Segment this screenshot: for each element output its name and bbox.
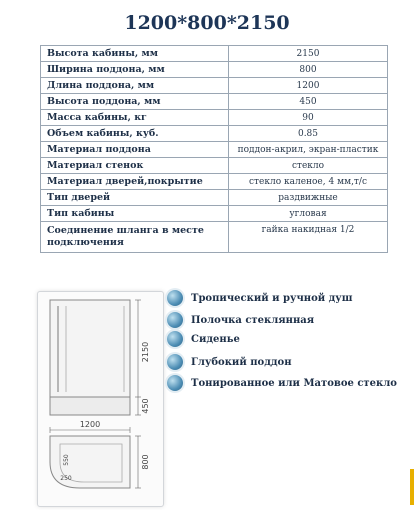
table-row: [41, 78, 388, 94]
bullet-icon: [167, 331, 183, 347]
table-row: [41, 62, 388, 78]
feature-item: [167, 375, 397, 391]
dimension-550-label: 550: [63, 454, 70, 466]
spec-label: Материал поддона: [41, 142, 229, 158]
feature-item: [167, 312, 314, 328]
spec-value: 1200: [229, 78, 388, 94]
page-title: 1200*800*2150: [124, 12, 290, 34]
cabin-drawing: [37, 291, 164, 507]
bullet-icon: [167, 354, 183, 370]
table-row: [41, 190, 388, 206]
table-row: [41, 222, 388, 253]
specs-table: [40, 45, 388, 253]
spec-label: Материал дверей,покрытие: [41, 174, 229, 190]
dimension-250-label: 250: [60, 475, 72, 482]
spec-value: 90: [229, 110, 388, 126]
height-label: 2150: [141, 341, 150, 363]
table-row: [41, 126, 388, 142]
table-row: [41, 94, 388, 110]
bullet-icon: [167, 312, 183, 328]
bullet-icon: [167, 375, 183, 391]
feature-label: Полочка стеклянная: [191, 314, 315, 326]
cabin-schematic: [38, 292, 163, 506]
bullet-icon: [167, 290, 183, 306]
spec-label: Тип кабины: [41, 206, 229, 222]
feature-item: [167, 331, 240, 347]
page-corner-mark: [410, 469, 414, 505]
spec-value: угловая: [229, 206, 388, 222]
table-row: [41, 158, 388, 174]
spec-value: поддон-акрил, экран-пластик: [229, 142, 388, 158]
spec-value: 800: [229, 62, 388, 78]
feature-label: Сиденье: [191, 333, 240, 345]
spec-label: Объем кабины, куб.: [41, 126, 229, 142]
spec-label: Ширина поддона, мм: [41, 62, 229, 78]
spec-label: Тип дверей: [41, 190, 229, 206]
cabin-front-outline: [50, 300, 130, 397]
table-row: [41, 110, 388, 126]
spec-value: стекло каленое, 4 мм,т/с: [229, 174, 388, 190]
spec-value: гайка накидная 1/2: [229, 222, 388, 253]
table-row: [41, 174, 388, 190]
table-row: [41, 46, 388, 62]
spec-label: Высота поддона, мм: [41, 94, 229, 110]
spec-label: Длина поддона, мм: [41, 78, 229, 94]
width-label: 800: [141, 454, 150, 470]
tray-front: [50, 397, 130, 415]
spec-label: Материал стенок: [41, 158, 229, 174]
spec-value: стекло: [229, 158, 388, 174]
feature-label: Тропический и ручной душ: [191, 292, 353, 304]
table-row: [41, 142, 388, 158]
spec-value: 2150: [229, 46, 388, 62]
feature-item: [167, 290, 352, 306]
feature-item: [167, 354, 292, 370]
tray-height-label: 450: [141, 398, 150, 414]
length-label: 1200: [79, 420, 101, 429]
spec-label: Масса кабины, кг: [41, 110, 229, 126]
spec-label: Соединение шланга в месте подключения: [41, 222, 229, 253]
spec-label: Высота кабины, мм: [41, 46, 229, 62]
feature-label: Глубокий поддон: [191, 356, 292, 368]
feature-label: Тонированное или Матовое стекло: [191, 377, 397, 389]
spec-value: 0.85: [229, 126, 388, 142]
spec-value: 450: [229, 94, 388, 110]
spec-value: раздвижные: [229, 190, 388, 206]
table-row: [41, 206, 388, 222]
